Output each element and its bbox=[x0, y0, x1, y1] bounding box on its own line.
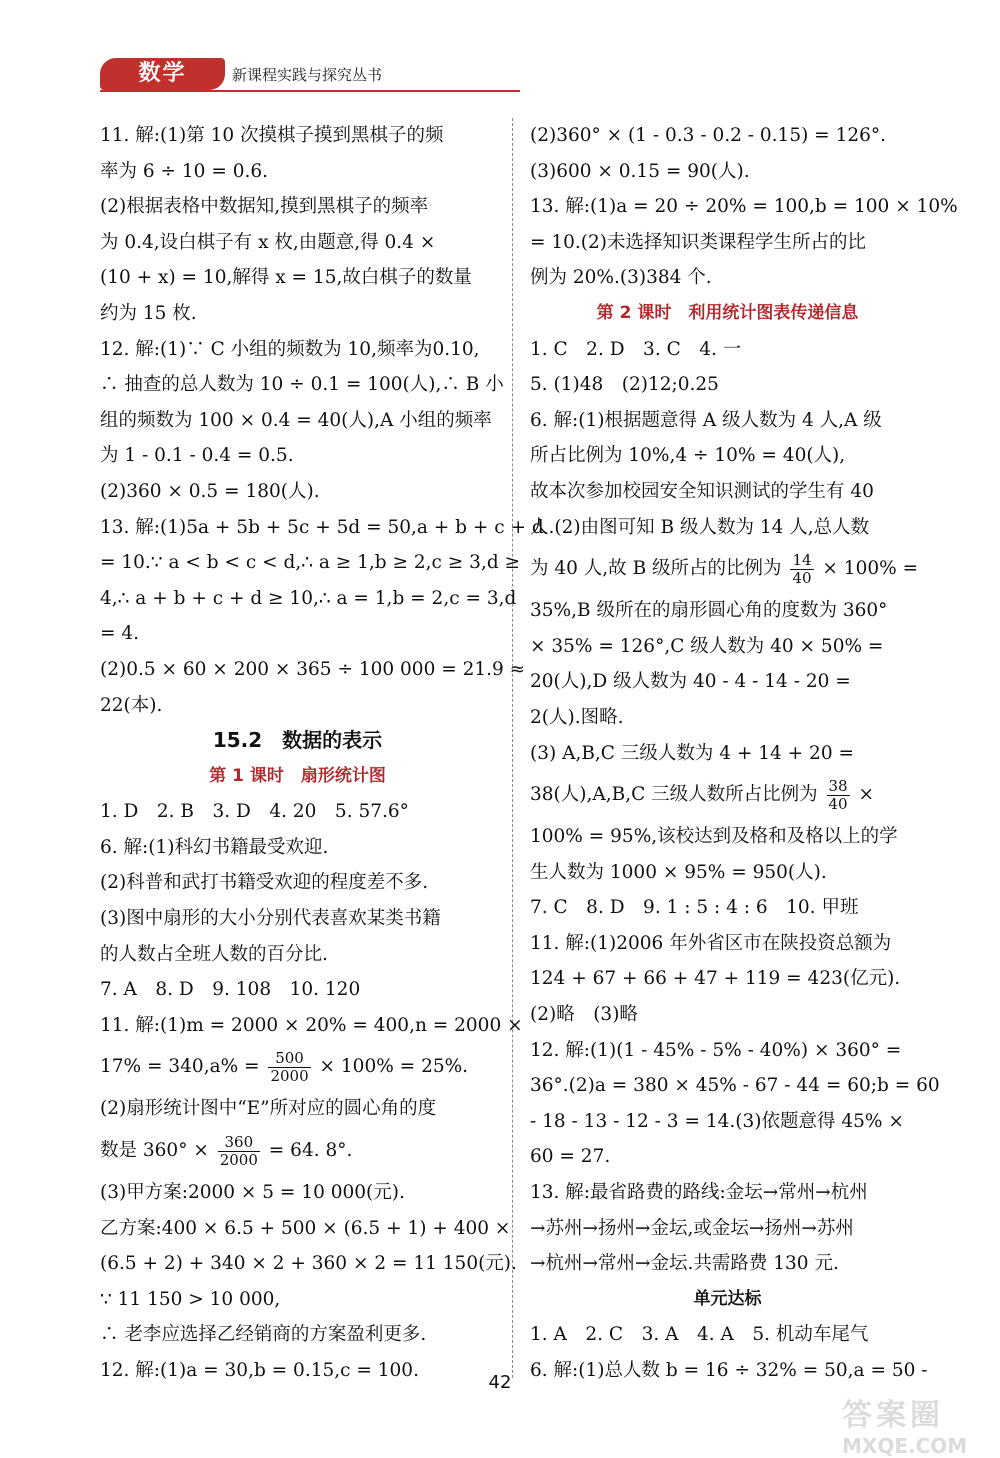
text-line: (3)甲方案:2000 × 5 = 10 000(元). bbox=[100, 1182, 405, 1204]
text-line: 20(人),D 级人数为 40 - 4 - 14 - 20 = bbox=[530, 671, 851, 693]
column-divider bbox=[512, 118, 514, 1378]
text-line: 13. 解:最省路费的路线:金坛→常州→杭州 bbox=[530, 1182, 868, 1204]
text-line: 13. 解:(1)a = 20 ÷ 20% = 100,b = 100 × 10% bbox=[530, 196, 958, 218]
text-line: = 10.∵ a < b < c < d,∴ a ≥ 1,b ≥ 2,c ≥ 3,d ≥ bbox=[100, 552, 521, 574]
text-line: (3)600 × 0.15 = 90(人). bbox=[530, 160, 750, 182]
text-segment: 为 40 人,故 B 级所占的比例为 bbox=[530, 558, 782, 580]
page-header bbox=[100, 58, 520, 92]
left-column bbox=[100, 118, 544, 1389]
text-line: 22(本). bbox=[100, 694, 163, 716]
page-number: 42 bbox=[488, 1372, 512, 1393]
text-line: × 35% = 126°,C 级人数为 40 × 50% = bbox=[530, 635, 884, 657]
text-line: 的人数占全班人数的百分比. bbox=[100, 943, 328, 965]
text-line: 12. 解:(1)a = 30,b = 0.15,c = 100. bbox=[100, 1360, 419, 1381]
text-line: 6. 解:(1)总人数 b = 16 ÷ 32% = 50,a = 50 - bbox=[530, 1360, 928, 1381]
text-segment: 17% = 340,a% = bbox=[100, 1056, 260, 1078]
text-line: 7. C 8. D 9. 1 : 5 : 4 : 6 10. 甲班 bbox=[530, 897, 859, 919]
text-segment: 数是 360° × bbox=[100, 1140, 209, 1162]
text-line: (10 + x) = 10,解得 x = 15,故白棋子的数量 bbox=[100, 267, 472, 289]
lesson-heading: 第 1 课时 扇形统计图 bbox=[209, 765, 386, 786]
text-line: 率为 6 ÷ 10 = 0.6. bbox=[100, 160, 269, 182]
fraction bbox=[827, 778, 850, 813]
text-line: 12. 解:(1)∵ C 小组的频数为 10,频率为0.10, bbox=[100, 338, 480, 360]
text-line: (2)根据表格中数据知,摸到黑棋子的频率 bbox=[100, 196, 429, 218]
text-segment: = 64. 8°. bbox=[268, 1140, 353, 1162]
text-line: 所占比例为 10%,4 ÷ 10% = 40(人), bbox=[530, 445, 846, 467]
fraction-denominator: 40 bbox=[792, 568, 812, 587]
text-line: →杭州→常州→金坛.共需路费 130 元. bbox=[530, 1253, 839, 1275]
text-line: (2)0.5 × 60 × 200 × 365 ÷ 100 000 = 21.9 ≈ bbox=[100, 658, 526, 680]
watermark-logo-text: 答案圈 bbox=[842, 1398, 944, 1433]
text-line: 35%,B 级所在的扇形圆心角的度数为 360° bbox=[530, 600, 888, 622]
unit-heading: 单元达标 bbox=[693, 1288, 762, 1309]
lesson-heading: 第 2 课时 利用统计图表传递信息 bbox=[596, 302, 859, 323]
text-line: 4,∴ a + b + c + d ≥ 10,∴ a = 1,b = 2,c = 3,d bbox=[100, 587, 517, 609]
text-line: ∵ 11 150 > 10 000, bbox=[100, 1288, 281, 1310]
text-line: (2)360 × 0.5 = 180(人). bbox=[100, 480, 320, 502]
fraction-denominator: 2000 bbox=[219, 1150, 258, 1169]
text-segment: × bbox=[858, 784, 874, 806]
fraction bbox=[268, 1050, 310, 1085]
header-rule bbox=[100, 90, 520, 92]
text-line: 2(人).图略. bbox=[530, 706, 624, 728]
text-line: 1. C 2. D 3. C 4. 一 bbox=[530, 338, 742, 360]
text-line: 例为 20%.(3)384 个. bbox=[530, 267, 712, 289]
text-line: (2)360° × (1 - 0.3 - 0.2 - 0.15) = 126°. bbox=[530, 125, 887, 146]
text-line-fraction bbox=[530, 545, 925, 593]
fraction-denominator: 2000 bbox=[270, 1066, 309, 1085]
text-line: 60 = 27. bbox=[530, 1146, 611, 1168]
text-line: (2)略 (3)略 bbox=[530, 1004, 638, 1026]
text-line: 6. 解:(1)科幻书籍最受欢迎. bbox=[100, 836, 329, 858]
subject-badge: 数学 bbox=[100, 58, 225, 90]
fraction-numerator: 38 bbox=[828, 776, 848, 795]
fraction-numerator: 500 bbox=[268, 1050, 310, 1068]
text-line: 乙方案:400 × 6.5 + 500 × (6.5 + 1) + 400 × bbox=[100, 1217, 511, 1239]
text-line: 124 + 67 + 66 + 47 + 119 = 423(亿元). bbox=[530, 968, 901, 990]
text-line: = 4. bbox=[100, 623, 140, 645]
text-line: 13. 解:(1)5a + 5b + 5c + 5d = 50,a + b + c + d bbox=[100, 516, 544, 538]
text-line-fraction bbox=[530, 771, 925, 819]
text-line: 36°.(2)a = 380 × 45% - 67 - 44 = 60;b = 60 bbox=[530, 1075, 940, 1097]
text-line-fraction bbox=[100, 1043, 495, 1091]
series-title: 新课程实践与探究丛书 bbox=[232, 66, 383, 84]
text-line: (3)图中扇形的大小分别代表喜欢某类书籍 bbox=[100, 908, 441, 930]
watermark-url: MXQE.COM bbox=[842, 1434, 968, 1458]
text-line: 6. 解:(1)根据题意得 A 级人数为 4 人,A 级 bbox=[530, 409, 882, 431]
text-line: 12. 解:(1)(1 - 45% - 5% - 40%) × 360° = bbox=[530, 1039, 902, 1061]
text-line: 11. 解:(1)2006 年外省区市在陕投资总额为 bbox=[530, 932, 892, 954]
right-column bbox=[530, 118, 958, 1389]
text-line: 5. (1)48 (2)12;0.25 bbox=[530, 374, 719, 396]
text-line: 故本次参加校园安全知识测试的学生有 40 bbox=[530, 480, 874, 502]
text-line: 11. 解:(1)第 10 次摸棋子摸到黑棋子的频 bbox=[100, 125, 444, 146]
text-line: 组的频数为 100 × 0.4 = 40(人),A 小组的频率 bbox=[100, 409, 492, 431]
text-line: ∴ 抽查的总人数为 10 ÷ 0.1 = 100(人),∴ B 小 bbox=[100, 374, 504, 396]
text-line: 1. D 2. B 3. D 4. 20 5. 57.6° bbox=[100, 801, 409, 823]
text-line: (6.5 + 2) + 340 × 2 + 360 × 2 = 11 150(元). bbox=[100, 1253, 517, 1275]
text-line: →苏州→扬州→金坛,或金坛→扬州→苏州 bbox=[530, 1217, 854, 1239]
fraction-numerator: 360 bbox=[218, 1134, 260, 1152]
text-segment: × 100% = 25%. bbox=[319, 1056, 469, 1078]
text-line: (2)科普和武打书籍受欢迎的程度差不多. bbox=[100, 872, 429, 894]
text-line: 为 1 - 0.1 - 0.4 = 0.5. bbox=[100, 445, 294, 467]
fraction bbox=[790, 552, 813, 587]
text-line: 7. A 8. D 9. 108 10. 120 bbox=[100, 979, 361, 1001]
text-line: ∴ 老李应选择乙经销商的方案盈利更多. bbox=[100, 1324, 427, 1346]
text-line: = 10.(2)未选择知识类课程学生所占的比 bbox=[530, 231, 867, 253]
text-line: (3) A,B,C 三级人数为 4 + 14 + 20 = bbox=[530, 742, 854, 764]
fraction-denominator: 40 bbox=[828, 794, 848, 813]
text-line: 为 0.4,设白棋子有 x 枚,由题意,得 0.4 × bbox=[100, 231, 436, 253]
fraction-numerator: 14 bbox=[792, 550, 812, 569]
text-line-fraction bbox=[100, 1127, 495, 1175]
fraction bbox=[218, 1134, 260, 1169]
text-segment: 38(人),A,B,C 三级人数所占比例为 bbox=[530, 784, 818, 806]
text-line: 1. A 2. C 3. A 4. A 5. 机动车尾气 bbox=[530, 1324, 869, 1346]
text-line: (2)扇形统计图中“E”所对应的圆心角的度 bbox=[100, 1098, 437, 1120]
text-line: - 18 - 13 - 12 - 3 = 14.(3)依题意得 45% × bbox=[530, 1110, 904, 1132]
text-line: 生人数为 1000 × 95% = 950(人). bbox=[530, 861, 827, 883]
text-line: 人.(2)由图可知 B 级人数为 14 人,总人数 bbox=[530, 516, 870, 538]
section-heading: 15.2 数据的表示 bbox=[212, 728, 383, 753]
text-line: 约为 15 枚. bbox=[100, 302, 197, 324]
text-segment: × 100% = bbox=[822, 558, 919, 580]
watermark-logo bbox=[842, 1390, 992, 1458]
text-line: 100% = 95%,该校达到及格和及格以上的学 bbox=[530, 826, 898, 848]
text-line: 11. 解:(1)m = 2000 × 20% = 400,n = 2000 × bbox=[100, 1014, 523, 1036]
